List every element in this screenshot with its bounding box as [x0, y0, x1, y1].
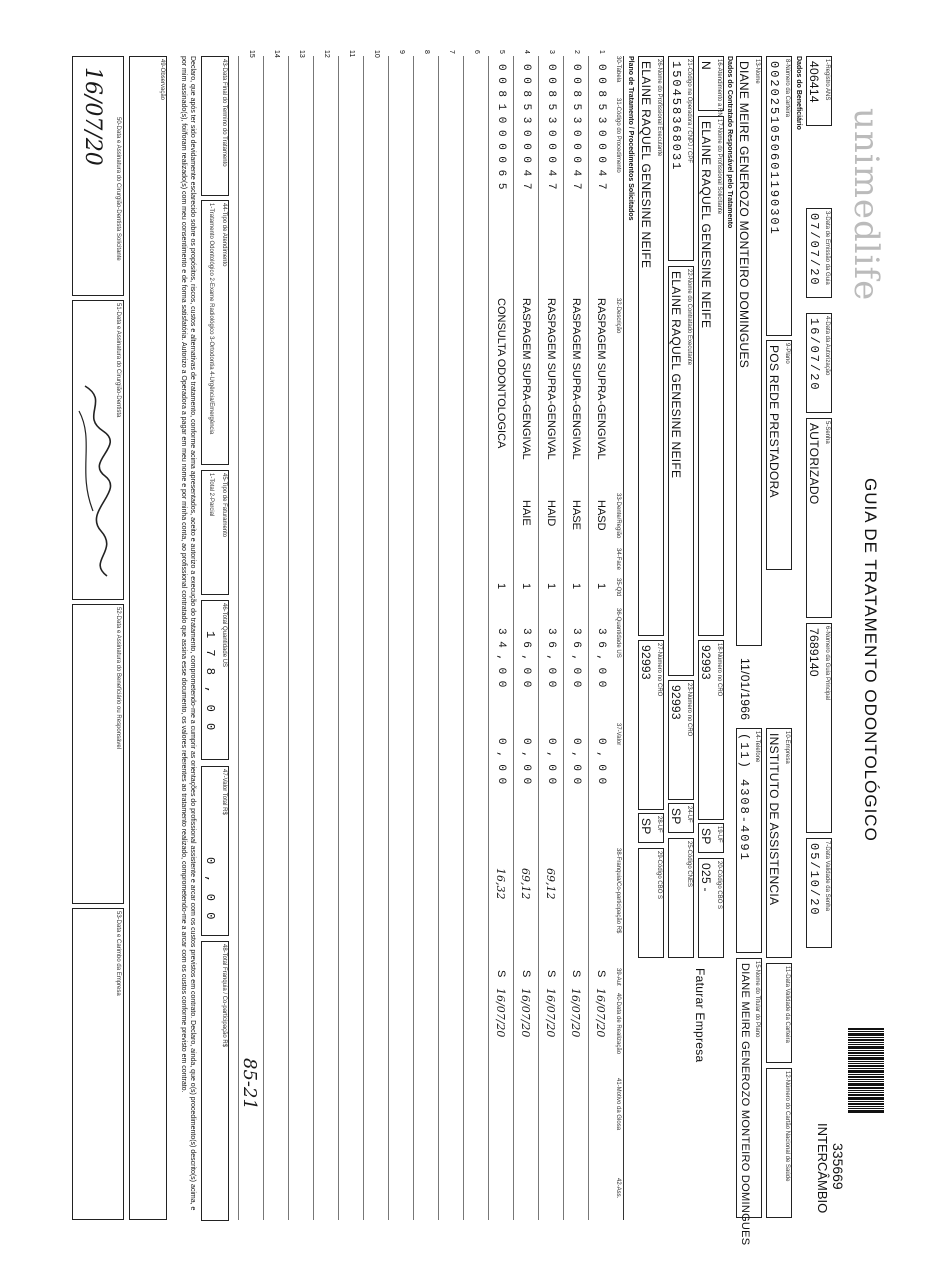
row-n: 10 [373, 50, 380, 58]
cartao-nacional-box: 12-Número do Cartão Nacional de Saúde [766, 1068, 792, 1218]
senha-box: 5-Senha AUTORIZADO [806, 418, 832, 618]
numero-cro-2-box: 23-Número no CRO 92993 [668, 680, 694, 800]
row-franquia: 16,32 [494, 868, 507, 900]
data-termino-box: 43-Data Final do Termino do Tratamento [201, 56, 229, 196]
cbo-box: 20-Código CBO S 025 - [698, 858, 724, 958]
numero-cro-2: 92993 [669, 685, 683, 720]
row-n: 13 [298, 50, 305, 58]
nome-profissional: ELAINE RAQUEL GENESINE NEIFE [699, 121, 713, 329]
nome-executante: ELAINE RAQUEL GENESINE NEIFE [639, 61, 653, 269]
valor-total: 0 , 0 0 [203, 857, 217, 922]
nome-contratado: ELAINE RAQUEL GENESINE NEIFE [669, 271, 683, 479]
table-row [338, 48, 362, 1228]
telefone-box: 14-Telefone (11) 4308-4091 [736, 728, 762, 953]
table-row [288, 48, 312, 1228]
total-us-box: 46-Total Quantidade US 1 7 8 , 0 0 [201, 600, 229, 760]
row-n: 2 [573, 50, 580, 54]
numero-cro-box: 18-Número no CRO 92993 [698, 640, 724, 820]
row-regiao: HASD [595, 500, 607, 531]
table-row [238, 48, 262, 1228]
signature-cirurgiao [75, 381, 115, 581]
beneficiario-section: Dados do Beneficiário [795, 56, 802, 130]
data-emissao: 07/07/20 [807, 213, 821, 287]
numero-cro: 92993 [699, 645, 713, 680]
tipo-faturamento-box: 45-Tipo de Faturamento 1-Total 2-Parcial [201, 470, 229, 595]
handwritten-annotation: 85-21 [239, 1058, 260, 1110]
plano: POS REDE PRESTADORA [767, 345, 781, 498]
row-n: 9 [398, 50, 405, 54]
row-valor: 0 , 0 0 [520, 738, 532, 785]
row-descricao: RASPAGEM SUPRA-GENGIVAL [595, 298, 607, 460]
row-data: 16/07/20 [544, 988, 557, 1038]
row-n: 6 [473, 50, 480, 54]
atendimento-rn: N [699, 61, 713, 70]
telefone: (11) 4308-4091 [737, 733, 751, 862]
row-qtd: 1 [495, 583, 507, 590]
row-us: 3 6 , 0 0 [545, 628, 557, 688]
codigo-operadora-box: 21-Código na Operadora / CNPJ / CPF 150458368031 [668, 56, 694, 261]
row-valor: 0 , 0 0 [570, 738, 582, 785]
data-autorizacao-box: 4-Data da Autorização 16/07/20 [806, 313, 832, 413]
table-row [588, 48, 612, 1228]
senha: AUTORIZADO [807, 423, 821, 505]
contratado-section: Dados do Contratado Responsável pelo Tratamento [726, 56, 733, 229]
row-franquia: 69,12 [544, 868, 557, 900]
row-data: 16/07/20 [594, 988, 607, 1038]
titular: DIANE MEIRE GENEROZO MONTEIRO DOMINGUES [739, 963, 751, 1246]
row-qtd: 1 [545, 583, 557, 590]
row-regiao: HAID [545, 500, 557, 527]
empresa-box: 10-Empresa INSTITUTO DE ASSISTENCIA [766, 728, 792, 958]
validade-senha-box: 7-Data Validade da Senha 05/10/20 [806, 838, 832, 948]
form-sheet: unimedlife GUIA DE TRATAMENTO ODONTOLÓGICO 335669 INTERCÂMBIO 1-Registro ANS 406414 3-Data de Emissão da Guia 07/07/20 4-Data da Autorização 16/07/20 5-Senha AUTORIZADO 6-Número da Guia Principal 7689140 7-Data Validade da Senha 05/10/20 Dados do Beneficiário 8-Número da Carteira 0020251050601190301 9-Plano POS REDE PRESTADORA 10-Empresa INSTITUTO DE ASSISTENCIA 11-Data Validade da Carteira 12-Número do Cartão Nacional de Saúde 13-Nome DIANE MEIRE GENEROZO MONTEIRO DOMINGUES 11/01/1966 14-Telefone (11) 4308-4091 15-Nome do Titular do Plano DIANE MEIRE GENEROZO MONTEIRO DOMINGUES Dados do Contratado Responsável pelo Tratamento 16-Atendimento a RN N 17-Nome do Profissional Solicitante ELAINE RAQUEL GENESINE NEIFE 18-Número no CRO 92993 19-UF SP 20-Código CBO S 025 - 21-Código na Operadora / CNPJ / CPF 150458368031 22-Nome do Contratado Executante ELAINE RAQUEL GENESINE NEIFE 23-Número no CRO 92993 24-UF SP 25-Código CNES Faturar Empresa 26-Nome do Profissional Executante ELAINE RAQUEL GENESINE NEIFE 27-Número no CRO 92993 28-UF SP 29-Código CBO S Plano de Tratamento / Procedimentos Solicitados 30-Tabela 31-Código do Procedimento 32-Descrição 33-Dente/Região 34-Face 35-Qtd 36-Quantidade US 37-Valor 38-Franquia/Co-participação R$ 39-Aut 40-Data de Realização 41-Motivo da Glosa 42-Ass. 1 0 0 8 5 3 0 0 0 4 7 RASPAGEM SUPRA-GENGIVAL HASD 1 3 6 , 0 0 0 , 0 0 S 16/07/20 2 0 0 8 5 3 0 0 0 4 7 RASPAGEM SUPRA-GENGIVAL HASE 1 3 6 , 0 0 0 , 0 0 S 16/07/20 3 0 0 8 5 3 0 0 0 4 7 RASPAGEM SUPRA-GENGIVAL HAID 1 3 6 , 0 0 0 , 0 0 69,12 S 16/07/20 4 0 0 8 5 3 0 0 0 4 7 RASPAGEM SUPRA-GENGIVAL HAIE 1 3 6 , 0 0 0 , 0 0 69,12 S 16/07/20 5 0 0 8 1 0 0 0 0 6 5 CONSULTA ODONTOLOGICA 1 3 4 , 0 0 0 , 0 0 16,32 S 16/07/20 6 7 8 9 10 11 12 13 14 15 43-Data Final do Termino do Tratamento 44-Tipo de Atendimento 1-Tratamento Odontológico 2-Exame Radiológico 3-Ortodontia 4-Urgência/Emergência 45-Tipo de Faturamento 1-Total 2-Parcial 46-Total Quantidade US 1 7 8 , 0 0 47-Valor Total R$ 0 , 0 0 48-Total Franquia / Co-participação R$ 85-21 Declaro, que após ter sido devidamente esclarecido sobre os propósitos, riscos, custos e alternativas de tratamento, conforme acima apresentados, aceito e autorizo a execução do tratamento, comprometendo-me a cumprir as orientações do profissional assistente e arcar com os custos previstos em contrato. Declaro, ainda, que o(s) procedimento(s) descrito(s) acima, e por mim assinado(s), foi/foram realizado(s) com meu consentimento e de forma satisfatória. Autorizo a Operadora a pagar em meu nome e por minha conta, ao profissional contratado que assina esse documento, os valores referentes ao tratamento realizado, comprometendo-me a arcar com os custos conforme previsto em contrato. 49-Observação 50-Data e Assinatura do Cirurgião-Dentista Solicitante 16/07/20 51-Data e Assinatura do Cirurgião-Dentista 52-Data e Assinatura do Beneficiário ou Responsável 53-Data e Carimbo da Empresa [32, 48, 892, 1228]
titular-box: 15-Nome do Titular do Plano DIANE MEIRE GENEROZO MONTEIRO DOMINGUES [736, 958, 762, 1218]
data-autorizacao: 16/07/20 [807, 318, 821, 392]
row-n: 3 [548, 50, 555, 54]
row-n: 4 [523, 50, 530, 54]
total-us: 1 7 8 , 0 0 [203, 631, 217, 733]
nome-contratado-box: 22-Nome do Contratado Executante ELAINE RAQUEL GENESINE NEIFE [668, 266, 694, 676]
row-descricao: CONSULTA ODONTOLOGICA [495, 298, 507, 449]
cnes-box: 25-Código CNES [668, 838, 694, 958]
row-data: 16/07/20 [494, 988, 507, 1038]
row-n: 15 [248, 50, 255, 58]
row-codigo: 0 0 8 5 3 0 0 0 4 7 [545, 64, 557, 190]
table-row [513, 48, 537, 1228]
row-n: 11 [348, 50, 355, 58]
row-qtd: 1 [520, 583, 532, 590]
intercambio-label: INTERCÂMBIO [815, 1123, 830, 1214]
registro-ans: 406414 [807, 61, 821, 103]
beneficiario-nome: DIANE MEIRE GENEROZO MONTEIRO DOMINGUES [737, 61, 751, 369]
observacao-box: 49-Observação [129, 56, 167, 1220]
procedimentos-section: Plano de Tratamento / Procedimentos Solicitados [627, 56, 634, 221]
assinatura-beneficiario-box: 52-Data e Assinatura do Beneficiário ou Responsável [72, 604, 124, 904]
row-aut: S [595, 970, 607, 978]
row-n: 12 [323, 50, 330, 58]
row-franquia: 69,12 [519, 868, 532, 900]
declaracao-text: Declaro, que após ter sido devidamente esclarecido sobre os propósitos, riscos, custos e alternativas de tratamento, conforme acima apresentados, aceito e autorizo a execução do tratamento, comprometendo-me a cumprir as orientações do profissional assistente e arcar com os custos previstos em contrato. Declaro, ainda, que o(s) procedimento(s) descrito(s) acima, e por mim assinado(s), foi/foram realizado(s) com meu consentimento e de forma satisfatória. Autorizo a Operadora a pagar em meu nome e por minha conta, ao profissional contratado que assina esse documento, os valores referentes ao tratamento realizado, comprometendo-me a arcar com os custos conforme previsto em contrato. [180, 56, 196, 1211]
row-us: 3 6 , 0 0 [570, 628, 582, 688]
uf-2: SP [669, 808, 683, 825]
uf-3: SP [639, 818, 653, 835]
valor-total-box: 47-Valor Total R$ 0 , 0 0 [201, 766, 229, 936]
row-n: 1 [598, 50, 605, 54]
row-n: 5 [498, 50, 505, 54]
row-data: 16/07/20 [569, 988, 582, 1038]
row-aut: S [545, 970, 557, 978]
row-regiao: HAIE [520, 500, 532, 526]
table-row [263, 48, 287, 1228]
row-valor: 0 , 0 0 [545, 738, 557, 785]
numero-cro-3: 92993 [639, 645, 653, 680]
barcode-number: 335669 [830, 1143, 846, 1190]
tipo-atendimento-box: 44-Tipo de Atendimento 1-Tratamento Odontológico 2-Exame Radiológico 3-Ortodontia 4-Urgência/Emergência [201, 200, 229, 465]
logo: unimedlife [846, 108, 886, 302]
registro-ans-box: 1-Registro ANS 406414 [806, 56, 832, 126]
carteira-box: 8-Número da Carteira 0020251050601190301 [766, 56, 792, 336]
codigo-operadora: 150458368031 [669, 61, 683, 172]
table-row [538, 48, 562, 1228]
row-valor: 0 , 0 0 [595, 738, 607, 785]
table-row [363, 48, 387, 1228]
data-emissao-box: 3-Data de Emissão da Guia 07/07/20 [806, 208, 832, 298]
row-descricao: RASPAGEM SUPRA-GENGIVAL [520, 298, 532, 460]
uf: SP [699, 828, 713, 845]
row-qtd: 1 [570, 583, 582, 590]
barcode [848, 1028, 884, 1113]
uf-3-box: 28-UF SP [638, 813, 664, 843]
row-qtd: 1 [595, 583, 607, 590]
row-regiao: HASE [570, 500, 582, 530]
nome-exec-box: 26-Nome do Profissional Executante ELAINE RAQUEL GENESINE NEIFE [638, 56, 664, 636]
carteira: 0020251050601190301 [767, 61, 781, 236]
row-us: 3 4 , 0 0 [495, 628, 507, 688]
atendimento-rn-box: 16-Atendimento a RN N [698, 56, 724, 111]
row-codigo: 0 0 8 5 3 0 0 0 4 7 [520, 64, 532, 190]
cbo-3-box: 29-Código CBO S [638, 848, 664, 958]
row-aut: S [520, 970, 532, 978]
carimbo-empresa-box: 53-Data e Carimbo da Empresa [72, 908, 124, 1220]
uf-box: 19-UF SP [698, 823, 724, 853]
table-row [413, 48, 437, 1228]
empresa: INSTITUTO DE ASSISTENCIA [767, 733, 781, 906]
form-title: GUIA DE TRATAMENTO ODONTOLÓGICO [861, 478, 880, 842]
row-descricao: RASPAGEM SUPRA-GENGIVAL [570, 298, 582, 460]
total-franquia-box: 48-Total Franquia / Co-participação R$ [201, 941, 229, 1221]
nome-box: 13-Nome DIANE MEIRE GENEROZO MONTEIRO DOMINGUES [736, 56, 762, 646]
procedures-table [232, 48, 612, 1228]
assinatura-cirurgiao-box: 51-Data e Assinatura do Cirurgião-Dentista [72, 300, 124, 600]
row-data: 16/07/20 [519, 988, 532, 1038]
table-row [313, 48, 337, 1228]
row-aut: S [570, 970, 582, 978]
data-nascimento: 11/01/1966 [738, 658, 752, 721]
numero-guia-principal: 7689140 [807, 628, 821, 677]
validade-carteira-box: 11-Data Validade da Carteira [766, 963, 792, 1063]
row-n: 7 [448, 50, 455, 54]
row-codigo: 0 0 8 1 0 0 0 0 6 5 [495, 64, 507, 190]
cbo: 025 - [699, 863, 713, 892]
plano-box: 9-Plano POS REDE PRESTADORA [766, 340, 792, 570]
row-us: 3 6 , 0 0 [595, 628, 607, 688]
table-row [463, 48, 487, 1228]
row-aut: S [495, 970, 507, 978]
row-codigo: 0 0 8 5 3 0 0 0 4 7 [570, 64, 582, 190]
numero-cro-3-box: 27-Número no CRO 92993 [638, 640, 664, 810]
guia-principal-box: 6-Número da Guia Principal 7689140 [806, 623, 832, 833]
table-row [488, 48, 512, 1228]
row-descricao: RASPAGEM SUPRA-GENGIVAL [545, 298, 557, 460]
row-n: 14 [273, 50, 280, 58]
faturar-empresa: Faturar Empresa [693, 968, 707, 1063]
table-row [438, 48, 462, 1228]
row-valor: 0 , 0 0 [495, 738, 507, 785]
row-codigo: 0 0 8 5 3 0 0 0 4 7 [595, 64, 607, 190]
nome-prof-box: 17-Nome do Profissional Solicitante ELAINE RAQUEL GENESINE NEIFE [698, 116, 724, 636]
uf-2-box: 24-UF SP [668, 803, 694, 833]
row-us: 3 6 , 0 0 [520, 628, 532, 688]
table-row [388, 48, 412, 1228]
data-assinatura: 16/07/20 [80, 67, 105, 166]
row-n: 8 [423, 50, 430, 54]
assinatura-solicitante-box: 50-Data e Assinatura do Cirurgião-Dentista Solicitante 16/07/20 [72, 56, 124, 296]
table-row [563, 48, 587, 1228]
validade-senha: 05/10/20 [807, 843, 821, 917]
